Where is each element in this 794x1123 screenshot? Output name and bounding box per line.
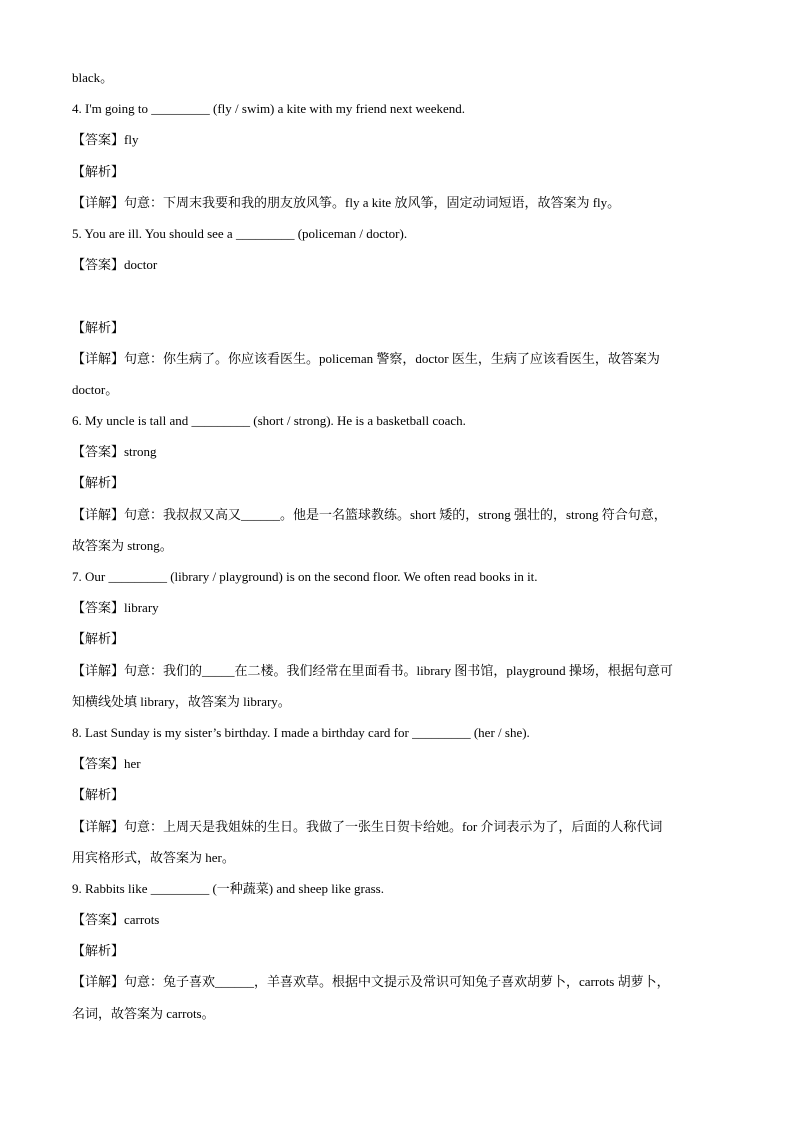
explanation-7-line-1: 【详解】句意：我们的_____在二楼。我们经常在里面看书。library 图书馆，playground 操场，根据句意可	[72, 662, 673, 678]
explanation-5-line-2: doctor。	[72, 381, 119, 397]
analysis-heading-9: 【解析】	[72, 943, 125, 959]
analysis-heading-6: 【解析】	[72, 475, 125, 491]
answer-8: 【答案】her	[72, 756, 141, 772]
explanation-9-line-2: 名词，故答案为 carrots。	[72, 1005, 215, 1021]
question-8: 8. Last Sunday is my sister’s birthday. I made a birthday card for _________ (her / she).	[72, 724, 530, 740]
question-4: 4. I'm going to _________ (fly / swim) a kite with my friend next weekend.	[72, 101, 465, 117]
explanation-4: 【详解】句意：下周末我要和我的朋友放风筝。fly a kite 放风筝，固定动词短语，故答案为 fly。	[72, 194, 621, 210]
analysis-heading-4: 【解析】	[72, 163, 125, 179]
analysis-heading-8: 【解析】	[72, 787, 125, 803]
explanation-5-line-1: 【详解】句意：你生病了。你应该看医生。policeman 警察，doctor 医生，生病了应该看医生，故答案为	[72, 350, 660, 366]
explanation-8-line-1: 【详解】句意：上周天是我姐妹的生日。我做了一张生日贺卡给她。for 介词表示为了，后面的人称代词	[72, 818, 663, 834]
blank-line	[72, 280, 732, 311]
explanation-6-line-2: 故答案为 strong。	[72, 537, 173, 553]
explanation-7-line-2: 知横线处填 library，故答案为 library。	[72, 693, 291, 709]
answer-7: 【答案】library	[72, 600, 159, 616]
answer-6: 【答案】strong	[72, 444, 157, 460]
question-9: 9. Rabbits like _________ (一种蔬菜) and sheep like grass.	[72, 880, 384, 896]
question-7: 7. Our _________ (library / playground) is on the second floor. We often read books in it.	[72, 569, 538, 584]
question-6: 6. My uncle is tall and _________ (short / strong). He is a basketball coach.	[72, 413, 466, 429]
analysis-heading-5: 【解析】	[72, 319, 125, 335]
document-page	[72, 62, 732, 1029]
analysis-heading-7: 【解析】	[72, 631, 125, 647]
answer-5: 【答案】doctor	[72, 257, 158, 273]
question-5: 5. You are ill. You should see a _________ (policeman / doctor).	[72, 225, 408, 241]
answer-9: 【答案】carrots	[72, 912, 160, 928]
explanation-6-line-1: 【详解】句意：我叔叔又高又______。他是一名篮球教练。short 矮的，strong 强壮的，strong 符合句意，	[72, 506, 667, 522]
answer-4: 【答案】fly	[72, 132, 139, 148]
explanation-9-line-1: 【详解】句意：兔子喜欢______，羊喜欢草。根据中文提示及常识可知兔子喜欢胡萝卜，carrots 胡萝卜，	[72, 974, 670, 990]
explanation-8-line-2: 用宾格形式，故答案为 her。	[72, 849, 235, 865]
text-line-continuation: black。	[72, 70, 114, 85]
